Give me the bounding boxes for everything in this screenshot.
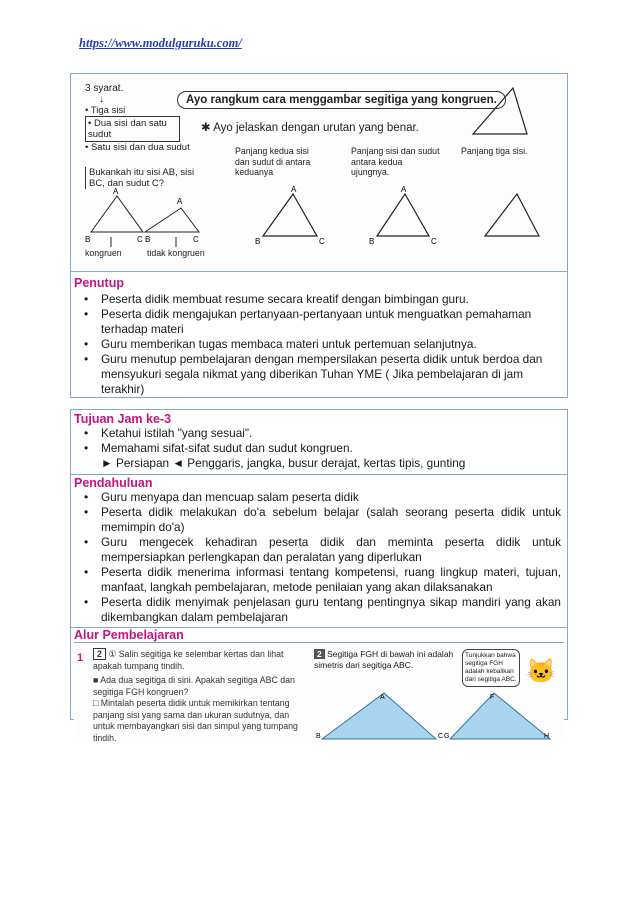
flow-number: 1 [77,652,84,664]
flow-left-column [77,649,309,744]
closing-item: • Guru memberikan tugas membaca materi untuk pertemuan selanjutnya. [74,337,564,352]
introduction-item: • Guru menyapa dan mencuap salam peserta didik [74,490,561,505]
learning-flow-title: Alur Pembelajaran [74,628,184,642]
svg-text:A: A [401,185,407,194]
right-step-box: 2 [314,649,325,659]
introduction-section [71,474,567,627]
case-2-text: Panjang sisi dan sudut antara kedua ujungnya. [351,146,440,177]
case-3-text: Panjang tiga sisi. [461,146,528,156]
condition-1: Tiga sisi [90,105,126,116]
cat-mascot-icon: 🐱 [526,658,556,685]
svg-text:A: A [113,187,119,196]
speech-bubble: Tunjukkan bahwa segitiga FGH adalah kebalikan dari segitiga ABC. [462,649,520,687]
summary-subheadline: ✱ Ayo jelaskan dengan urutan yang benar. [201,122,419,134]
triangles-abc-fgh [314,689,554,741]
introduction-item: • Peserta didik menerima informasi tentang kompetensi, ruang lingkup materi, tujuan, manfaat, langkah pembelajaran, metode penilaian yang akan dilaksanakan [74,565,561,595]
objectives-list [74,426,564,456]
closing-list [74,292,564,397]
closing-item: • Peserta didik mengajukan pertanyaan-pertanyaan untuk menguatkan pemahaman terhadap materi [74,307,564,337]
closing-section [71,273,567,397]
lesson-box-closing [70,73,568,398]
summary-headline: Ayo rangkum cara menggambar segitiga yang kongruen. [177,91,506,109]
vertex-label: A [380,694,385,701]
notes-arrow: ↓ [99,93,104,105]
svg-text:B: B [85,235,91,244]
introduction-item: • Peserta didik melakukan do'a sebelum belajar (salah seorang peserta didik untuk memimpin do'a) [74,505,561,535]
svg-text:C: C [431,237,437,246]
objective-item: • Ketahui istilah "yang sesuai". [74,426,564,441]
closing-title: Penutup [74,276,124,290]
flow-right-column [314,649,566,740]
svg-text:B: B [145,235,151,244]
svg-text:B: B [369,237,375,246]
svg-text:C: C [193,235,199,244]
left-notes: 3 syarat. ↓ • Tiga sisi • Dua sisi dan satu sudut • Satu sisi dan dua sudut Bukankah itu sisi AB, sisi BC, dan sudut C? [85,83,195,189]
svg-text:A: A [291,185,297,194]
reference-triangle [465,80,535,138]
condition-2: Dua sisi dan satu sudut [88,118,167,140]
case-1-text: Panjang kedua sisi dan sudut di antara keduanya [235,146,311,177]
learning-flow-header [71,627,567,642]
vertex-label: H [544,733,550,740]
introduction-title: Pendahuluan [74,476,153,490]
flow-line: ■ Ada dua segitiga di sini. Apakah segitiga ABC dan segitiga FGH kongruen? [93,675,295,697]
condition-3: Satu sisi dan dua sudut [90,142,190,153]
flow-line: □ Mintalah peserta didik untuk memikirkan tentang panjang sisi yang sama dan ukuran sudutnya, dan untuk membayangkan sisi dan simpul yang tumpang tindih. [93,698,298,743]
label-congruent: kongruen [85,248,122,258]
introduction-list [74,490,564,625]
illustration-congruent-summary [71,74,567,272]
header-url[interactable]: https://www.modulguruku.com/ [79,36,242,50]
svg-text:C: C [319,237,325,246]
notes-title: 3 syarat. [85,83,124,94]
notes-question: Bukankah itu sisi AB, sisi BC, dan sudut C? [85,167,195,189]
case-1-triangle [251,186,341,246]
svg-text:B: B [255,237,261,246]
step-text: ① Salin segitiga ke selembar kertas dan lihat apakah tumpang tindih. [93,649,284,671]
closing-item: • Guru menutup pembelajaran dengan mempersilakan peserta didik untuk berdoa dan mensyukuri segala nikmat yang diberikan Tuhan YME ( Jika pembelajaran di jam terakhir) [74,352,564,397]
preparation-line: ► Persiapan ◄ Penggaris, jangka, busur derajat, kertas tipis, gunting [101,456,466,470]
introduction-item: • Guru mengecek kehadiran peserta didik dan meminta peserta didik untuk mempersiapkan perlengkapan dan peralatan yang diperlukan [74,535,561,565]
lesson-box-hour3 [70,409,568,743]
vertex-label: F [490,694,495,701]
closing-item: • Peserta didik membuat resume secara kreatif dengan bimbingan guru. [74,292,564,307]
objectives-section [71,410,567,474]
flow-right-intro: 2 Segitiga FGH di bawah ini adalah simetris dari segitiga ABC. [314,649,454,670]
case-3-triangle [475,186,565,246]
learning-flow-illustration [74,642,564,743]
objective-item: • Memahami sifat-sifat sudut dan sudut kongruen. [74,441,564,456]
case-2-triangle [365,186,455,246]
svg-text:C: C [137,235,143,244]
objectives-title: Tujuan Jam ke-3 [74,412,172,426]
step-box: 2 [93,648,106,660]
asterisk-icon: ✱ [201,122,214,134]
introduction-item: • Peserta didik menyimak penjelasan guru tentang pentingnya sikap mandiri yang akan dikembangkan dalam pembelajaran [74,595,561,625]
vertex-label: B [316,733,321,740]
label-not-congruent: tidak kongruen [147,248,205,258]
vertex-label: G [444,733,450,740]
svg-text:A: A [177,197,183,206]
vertex-label: C [438,733,444,740]
